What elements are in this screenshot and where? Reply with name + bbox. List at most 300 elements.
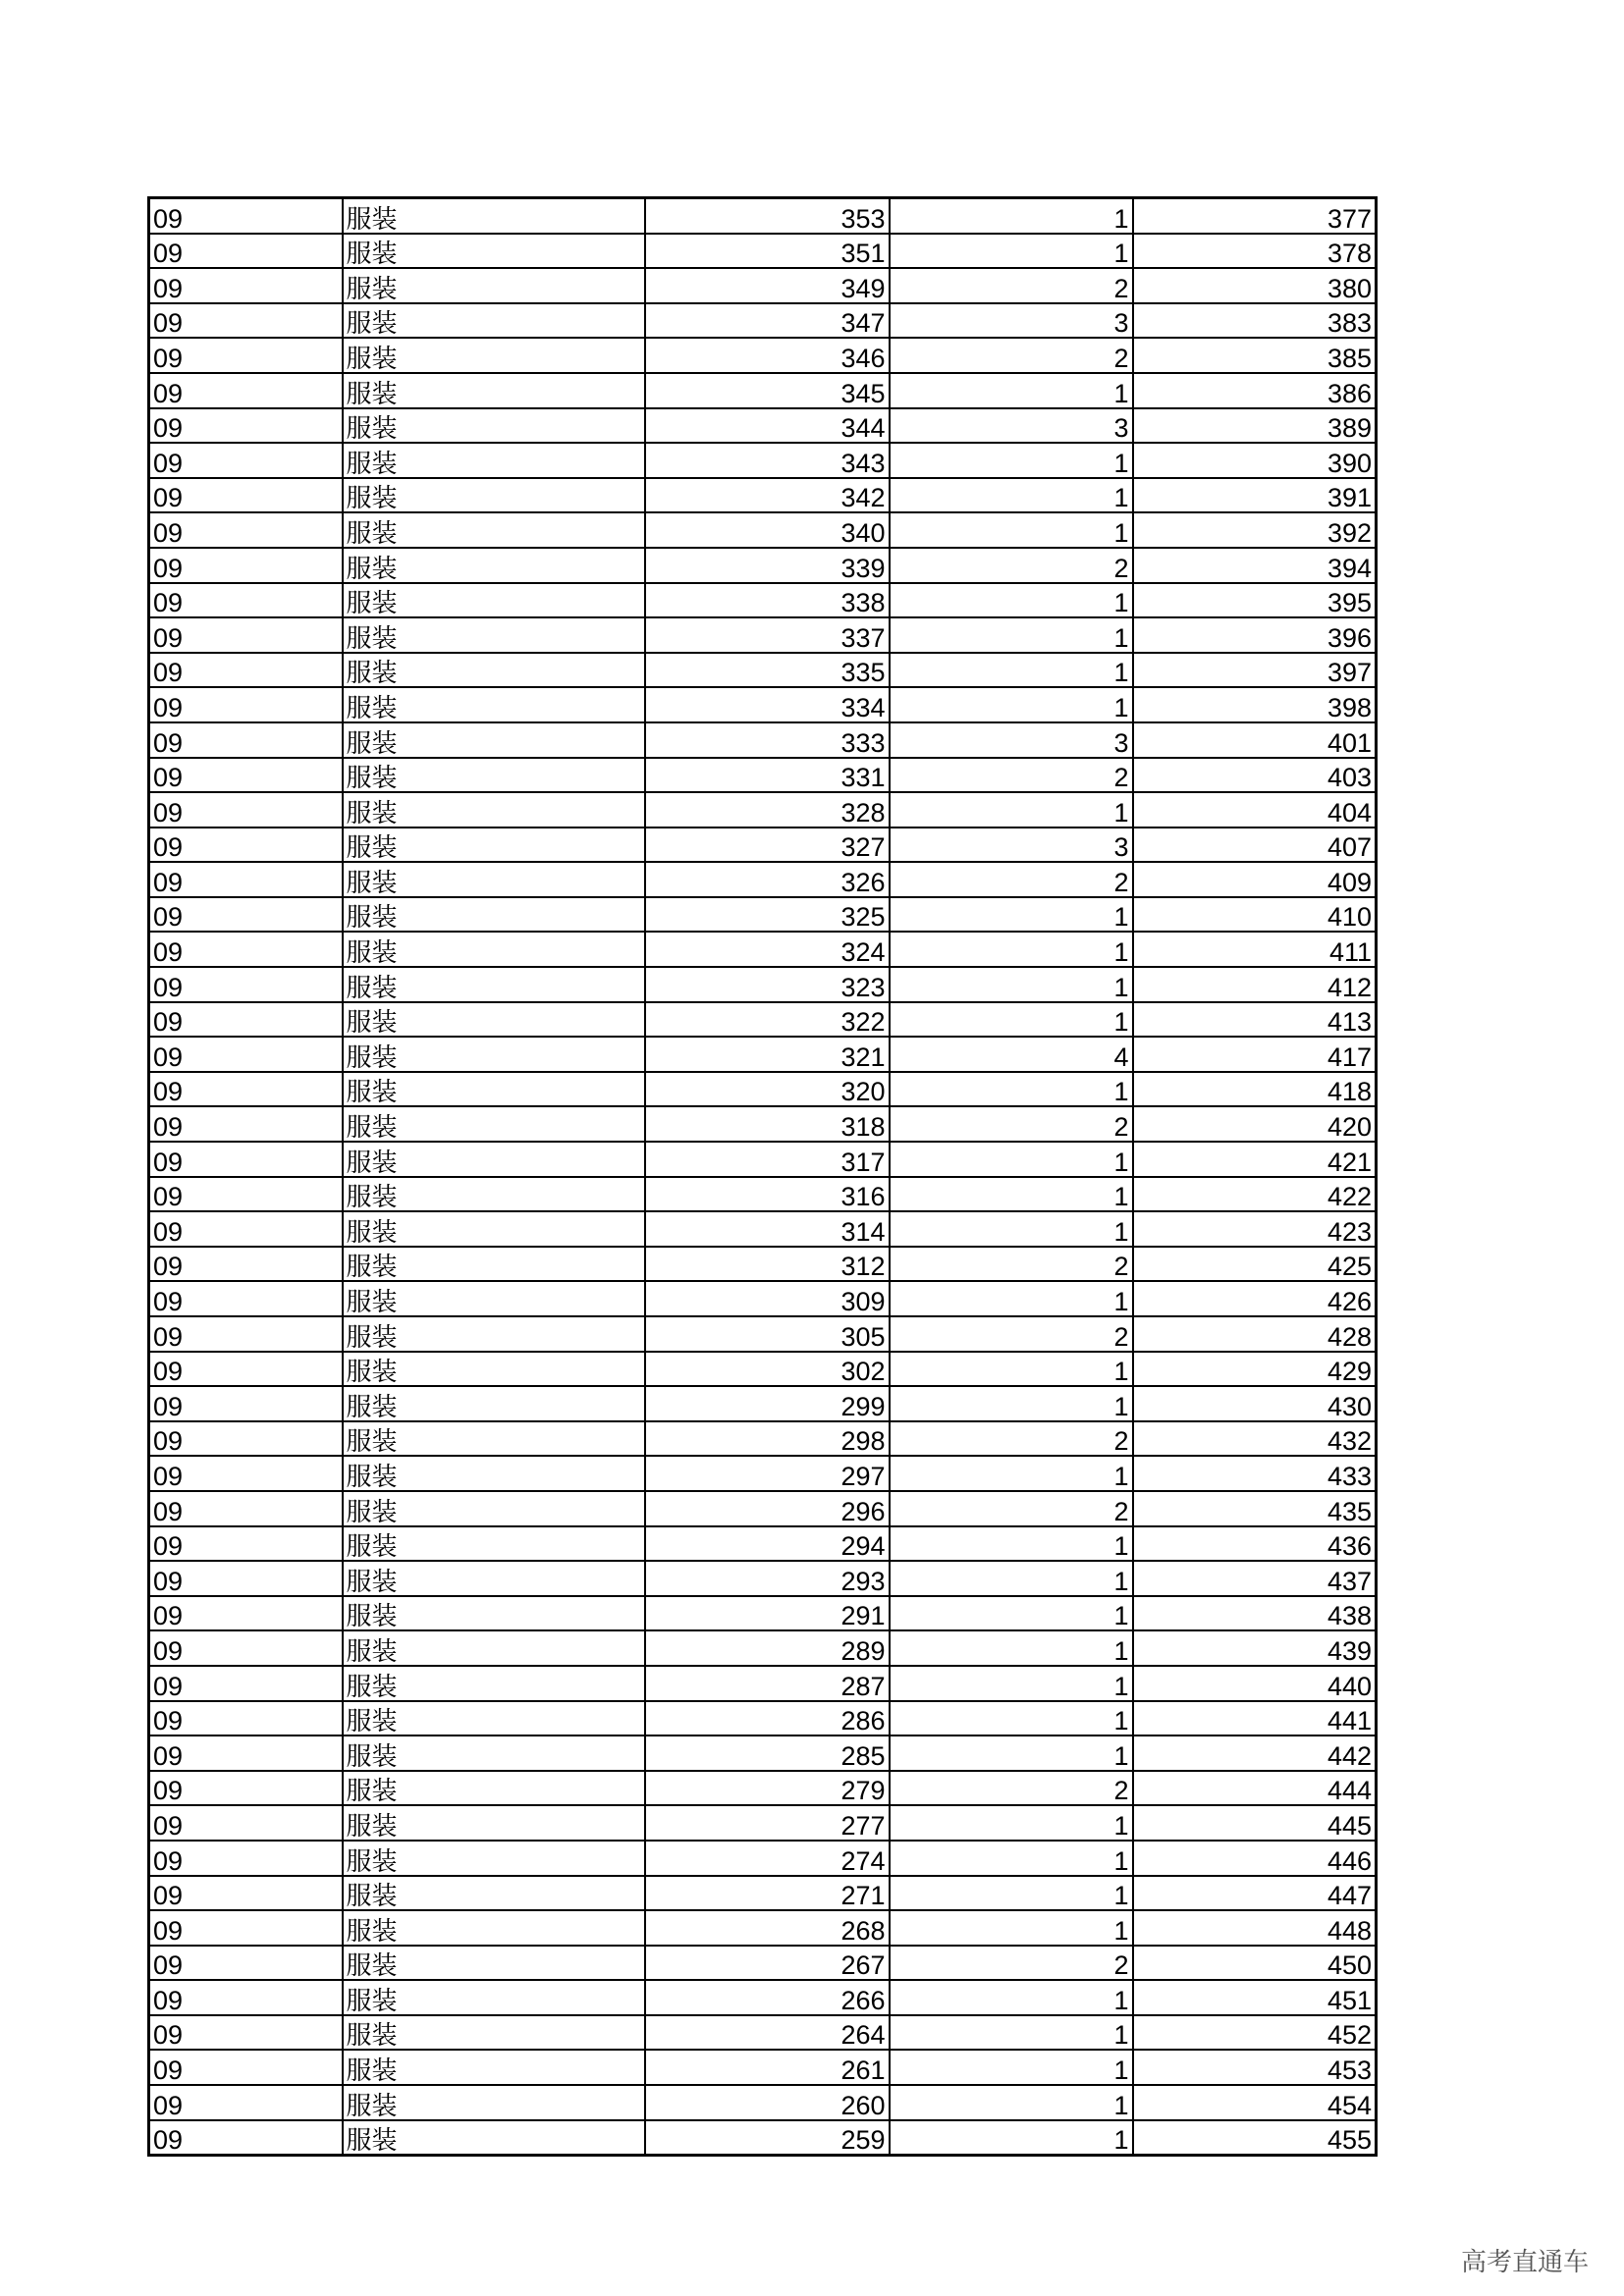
category-code-cell: 09	[149, 1876, 343, 1911]
category-name-cell: 服装	[343, 967, 645, 1002]
table-row	[149, 617, 1377, 653]
category-name-cell: 服装	[343, 1596, 645, 1631]
category-code-cell: 09	[149, 1666, 343, 1701]
cumulative-count-cell: 454	[1133, 2085, 1377, 2120]
cumulative-count-cell: 404	[1133, 792, 1377, 828]
score-cell: 353	[645, 198, 890, 234]
category-name-cell: 服装	[343, 1456, 645, 1491]
count-cell: 3	[890, 303, 1133, 339]
category-name-cell: 服装	[343, 2120, 645, 2156]
category-name-cell: 服装	[343, 897, 645, 933]
category-code-cell: 09	[149, 1910, 343, 1946]
category-code-cell: 09	[149, 687, 343, 722]
category-code-cell: 09	[149, 967, 343, 1002]
category-name-cell: 服装	[343, 1630, 645, 1666]
score-cell: 268	[645, 1910, 890, 1946]
table-row	[149, 932, 1377, 967]
cumulative-count-cell: 436	[1133, 1526, 1377, 1562]
category-code-cell: 09	[149, 1841, 343, 1876]
score-cell: 340	[645, 512, 890, 548]
table-row	[149, 722, 1377, 758]
cumulative-count-cell: 417	[1133, 1037, 1377, 1072]
category-name-cell: 服装	[343, 1771, 645, 1806]
table-row	[149, 478, 1377, 513]
category-code-cell: 09	[149, 653, 343, 688]
table-row	[149, 1386, 1377, 1421]
category-code-cell: 09	[149, 1002, 343, 1038]
category-code-cell: 09	[149, 1037, 343, 1072]
score-cell: 302	[645, 1352, 890, 1387]
cumulative-count-cell: 438	[1133, 1596, 1377, 1631]
count-cell: 1	[890, 234, 1133, 269]
table-row	[149, 303, 1377, 339]
score-cell: 279	[645, 1771, 890, 1806]
category-code-cell: 09	[149, 897, 343, 933]
category-name-cell: 服装	[343, 1211, 645, 1247]
table-row	[149, 198, 1377, 234]
table-row	[149, 268, 1377, 303]
score-cell: 331	[645, 758, 890, 793]
count-cell: 1	[890, 1910, 1133, 1946]
category-code-cell: 09	[149, 1386, 343, 1421]
table-row	[149, 1735, 1377, 1771]
count-cell: 2	[890, 1946, 1133, 1981]
cumulative-count-cell: 423	[1133, 1211, 1377, 1247]
category-code-cell: 09	[149, 1946, 343, 1981]
category-name-cell: 服装	[343, 268, 645, 303]
score-cell: 312	[645, 1247, 890, 1282]
cumulative-count-cell: 390	[1133, 443, 1377, 478]
category-code-cell: 09	[149, 198, 343, 234]
cumulative-count-cell: 394	[1133, 548, 1377, 583]
cumulative-count-cell: 440	[1133, 1666, 1377, 1701]
table-row	[149, 967, 1377, 1002]
category-name-cell: 服装	[343, 1735, 645, 1771]
category-name-cell: 服装	[343, 1421, 645, 1457]
category-code-cell: 09	[149, 303, 343, 339]
category-name-cell: 服装	[343, 443, 645, 478]
category-code-cell: 09	[149, 1735, 343, 1771]
score-cell: 323	[645, 967, 890, 1002]
table-row	[149, 1910, 1377, 1946]
category-code-cell: 09	[149, 1701, 343, 1736]
score-cell: 287	[645, 1666, 890, 1701]
count-cell: 1	[890, 1630, 1133, 1666]
count-cell: 1	[890, 1805, 1133, 1841]
cumulative-count-cell: 397	[1133, 653, 1377, 688]
count-cell: 1	[890, 2015, 1133, 2051]
cumulative-count-cell: 435	[1133, 1491, 1377, 1526]
count-cell: 1	[890, 2085, 1133, 2120]
category-name-cell: 服装	[343, 1037, 645, 1072]
table-row	[149, 1876, 1377, 1911]
category-name-cell: 服装	[343, 198, 645, 234]
count-cell: 1	[890, 1841, 1133, 1876]
score-cell: 264	[645, 2015, 890, 2051]
category-name-cell: 服装	[343, 234, 645, 269]
count-cell: 1	[890, 373, 1133, 408]
table-row	[149, 1771, 1377, 1806]
score-cell: 293	[645, 1561, 890, 1596]
table-row	[149, 373, 1377, 408]
score-cell: 337	[645, 617, 890, 653]
score-cell: 260	[645, 2085, 890, 2120]
count-cell: 1	[890, 2120, 1133, 2156]
category-code-cell: 09	[149, 478, 343, 513]
cumulative-count-cell: 450	[1133, 1946, 1377, 1981]
cumulative-count-cell: 413	[1133, 1002, 1377, 1038]
category-name-cell: 服装	[343, 1247, 645, 1282]
score-cell: 327	[645, 828, 890, 863]
cumulative-count-cell: 407	[1133, 828, 1377, 863]
category-code-cell: 09	[149, 1771, 343, 1806]
cumulative-count-cell: 395	[1133, 583, 1377, 618]
category-name-cell: 服装	[343, 1701, 645, 1736]
category-code-cell: 09	[149, 1177, 343, 1212]
count-cell: 2	[890, 548, 1133, 583]
table-row	[149, 1946, 1377, 1981]
count-cell: 1	[890, 687, 1133, 722]
table-row	[149, 234, 1377, 269]
category-code-cell: 09	[149, 1980, 343, 2015]
score-cell: 291	[645, 1596, 890, 1631]
count-cell: 3	[890, 828, 1133, 863]
score-cell: 343	[645, 443, 890, 478]
category-code-cell: 09	[149, 1561, 343, 1596]
category-code-cell: 09	[149, 1491, 343, 1526]
count-cell: 2	[890, 338, 1133, 373]
count-cell: 2	[890, 1771, 1133, 1806]
table-row	[149, 1980, 1377, 2015]
category-code-cell: 09	[149, 1106, 343, 1142]
table-row	[149, 1037, 1377, 1072]
cumulative-count-cell: 429	[1133, 1352, 1377, 1387]
table-row	[149, 1177, 1377, 1212]
cumulative-count-cell: 441	[1133, 1701, 1377, 1736]
score-cell: 351	[645, 234, 890, 269]
count-cell: 1	[890, 443, 1133, 478]
cumulative-count-cell: 396	[1133, 617, 1377, 653]
category-name-cell: 服装	[343, 1281, 645, 1316]
category-name-cell: 服装	[343, 2050, 645, 2085]
count-cell: 1	[890, 512, 1133, 548]
cumulative-count-cell: 428	[1133, 1316, 1377, 1352]
score-cell: 285	[645, 1735, 890, 1771]
category-name-cell: 服装	[343, 1946, 645, 1981]
table-row	[149, 443, 1377, 478]
count-cell: 2	[890, 862, 1133, 897]
category-code-cell: 09	[149, 758, 343, 793]
score-cell: 316	[645, 1177, 890, 1212]
count-cell: 4	[890, 1037, 1133, 1072]
cumulative-count-cell: 444	[1133, 1771, 1377, 1806]
score-cell: 344	[645, 408, 890, 444]
cumulative-count-cell: 421	[1133, 1142, 1377, 1177]
cumulative-count-cell: 433	[1133, 1456, 1377, 1491]
category-name-cell: 服装	[343, 478, 645, 513]
score-cell: 335	[645, 653, 890, 688]
category-name-cell: 服装	[343, 1316, 645, 1352]
cumulative-count-cell: 437	[1133, 1561, 1377, 1596]
table-row	[149, 792, 1377, 828]
category-name-cell: 服装	[343, 687, 645, 722]
count-cell: 1	[890, 617, 1133, 653]
score-cell: 299	[645, 1386, 890, 1421]
category-code-cell: 09	[149, 2050, 343, 2085]
category-code-cell: 09	[149, 1316, 343, 1352]
category-code-cell: 09	[149, 1596, 343, 1631]
table-row	[149, 1630, 1377, 1666]
category-code-cell: 09	[149, 268, 343, 303]
category-name-cell: 服装	[343, 1666, 645, 1701]
count-cell: 1	[890, 1526, 1133, 1562]
count-cell: 2	[890, 1106, 1133, 1142]
table-row	[149, 1701, 1377, 1736]
category-name-cell: 服装	[343, 1491, 645, 1526]
count-cell: 1	[890, 2050, 1133, 2085]
score-cell: 297	[645, 1456, 890, 1491]
category-name-cell: 服装	[343, 862, 645, 897]
category-name-cell: 服装	[343, 303, 645, 339]
cumulative-count-cell: 383	[1133, 303, 1377, 339]
category-code-cell: 09	[149, 2120, 343, 2156]
category-name-cell: 服装	[343, 338, 645, 373]
category-code-cell: 09	[149, 1072, 343, 1107]
category-code-cell: 09	[149, 792, 343, 828]
cumulative-count-cell: 403	[1133, 758, 1377, 793]
table-row	[149, 1281, 1377, 1316]
cumulative-count-cell: 392	[1133, 512, 1377, 548]
category-code-cell: 09	[149, 617, 343, 653]
category-code-cell: 09	[149, 1211, 343, 1247]
category-name-cell: 服装	[343, 2085, 645, 2120]
count-cell: 2	[890, 1247, 1133, 1282]
category-name-cell: 服装	[343, 722, 645, 758]
score-cell: 326	[645, 862, 890, 897]
category-name-cell: 服装	[343, 1910, 645, 1946]
table-row	[149, 1247, 1377, 1282]
score-cell: 324	[645, 932, 890, 967]
category-name-cell: 服装	[343, 1805, 645, 1841]
cumulative-count-cell: 377	[1133, 198, 1377, 234]
category-code-cell: 09	[149, 1805, 343, 1841]
count-cell: 1	[890, 1002, 1133, 1038]
category-name-cell: 服装	[343, 2015, 645, 2051]
cumulative-count-cell: 391	[1133, 478, 1377, 513]
category-name-cell: 服装	[343, 1072, 645, 1107]
score-cell: 333	[645, 722, 890, 758]
count-cell: 2	[890, 268, 1133, 303]
score-cell: 259	[645, 2120, 890, 2156]
count-cell: 1	[890, 1980, 1133, 2015]
count-cell: 1	[890, 932, 1133, 967]
cumulative-count-cell: 448	[1133, 1910, 1377, 1946]
category-name-cell: 服装	[343, 1386, 645, 1421]
score-cell: 294	[645, 1526, 890, 1562]
score-cell: 318	[645, 1106, 890, 1142]
count-cell: 3	[890, 722, 1133, 758]
table-row	[149, 1421, 1377, 1457]
table-row	[149, 1072, 1377, 1107]
cumulative-count-cell: 425	[1133, 1247, 1377, 1282]
score-cell: 289	[645, 1630, 890, 1666]
cumulative-count-cell: 451	[1133, 1980, 1377, 2015]
cumulative-count-cell: 432	[1133, 1421, 1377, 1457]
count-cell: 1	[890, 1876, 1133, 1911]
count-cell: 2	[890, 758, 1133, 793]
score-cell: 261	[645, 2050, 890, 2085]
score-cell: 321	[645, 1037, 890, 1072]
category-code-cell: 09	[149, 2015, 343, 2051]
table-row	[149, 897, 1377, 933]
score-cell: 339	[645, 548, 890, 583]
category-code-cell: 09	[149, 1281, 343, 1316]
category-name-cell: 服装	[343, 1002, 645, 1038]
category-code-cell: 09	[149, 1247, 343, 1282]
category-name-cell: 服装	[343, 617, 645, 653]
category-name-cell: 服装	[343, 408, 645, 444]
table-row	[149, 2015, 1377, 2051]
category-name-cell: 服装	[343, 583, 645, 618]
category-code-cell: 09	[149, 1526, 343, 1562]
table-row	[149, 1596, 1377, 1631]
table-row	[149, 1211, 1377, 1247]
score-cell: 267	[645, 1946, 890, 1981]
table-row	[149, 338, 1377, 373]
table-row	[149, 1526, 1377, 1562]
score-cell: 322	[645, 1002, 890, 1038]
category-code-cell: 09	[149, 583, 343, 618]
score-cell: 266	[645, 1980, 890, 2015]
category-code-cell: 09	[149, 234, 343, 269]
count-cell: 1	[890, 1142, 1133, 1177]
score-cell: 314	[645, 1211, 890, 1247]
count-cell: 1	[890, 1456, 1133, 1491]
table-row	[149, 1561, 1377, 1596]
cumulative-count-cell: 409	[1133, 862, 1377, 897]
category-code-cell: 09	[149, 862, 343, 897]
cumulative-count-cell: 401	[1133, 722, 1377, 758]
cumulative-count-cell: 420	[1133, 1106, 1377, 1142]
cumulative-count-cell: 447	[1133, 1876, 1377, 1911]
category-code-cell: 09	[149, 373, 343, 408]
cumulative-count-cell: 430	[1133, 1386, 1377, 1421]
count-cell: 1	[890, 1386, 1133, 1421]
count-cell: 1	[890, 1072, 1133, 1107]
score-cell: 286	[645, 1701, 890, 1736]
category-name-cell: 服装	[343, 792, 645, 828]
count-cell: 1	[890, 1701, 1133, 1736]
category-name-cell: 服装	[343, 1526, 645, 1562]
category-code-cell: 09	[149, 408, 343, 444]
count-cell: 1	[890, 1211, 1133, 1247]
score-cell: 305	[645, 1316, 890, 1352]
table-row	[149, 687, 1377, 722]
score-cell: 309	[645, 1281, 890, 1316]
score-cell: 347	[645, 303, 890, 339]
table-row	[149, 1841, 1377, 1876]
score-cell: 346	[645, 338, 890, 373]
watermark-text: 高考直通车	[1460, 2248, 1589, 2277]
score-cell: 274	[645, 1841, 890, 1876]
count-cell: 1	[890, 1735, 1133, 1771]
count-cell: 1	[890, 897, 1133, 933]
score-cell: 271	[645, 1876, 890, 1911]
category-code-cell: 09	[149, 512, 343, 548]
score-cell: 334	[645, 687, 890, 722]
cumulative-count-cell: 412	[1133, 967, 1377, 1002]
table-row	[149, 1106, 1377, 1142]
cumulative-count-cell: 398	[1133, 687, 1377, 722]
cumulative-count-cell: 455	[1133, 2120, 1377, 2156]
score-cell: 338	[645, 583, 890, 618]
category-name-cell: 服装	[343, 1352, 645, 1387]
cumulative-count-cell: 385	[1133, 338, 1377, 373]
cumulative-count-cell: 386	[1133, 373, 1377, 408]
table-row	[149, 583, 1377, 618]
cumulative-count-cell: 426	[1133, 1281, 1377, 1316]
cumulative-count-cell: 446	[1133, 1841, 1377, 1876]
score-table-body	[149, 198, 1377, 2156]
category-code-cell: 09	[149, 1142, 343, 1177]
category-name-cell: 服装	[343, 828, 645, 863]
table-row	[149, 862, 1377, 897]
score-table	[147, 196, 1378, 2157]
count-cell: 1	[890, 198, 1133, 234]
count-cell: 1	[890, 1561, 1133, 1596]
cumulative-count-cell: 418	[1133, 1072, 1377, 1107]
cumulative-count-cell: 411	[1133, 932, 1377, 967]
category-name-cell: 服装	[343, 1142, 645, 1177]
category-name-cell: 服装	[343, 1106, 645, 1142]
cumulative-count-cell: 445	[1133, 1805, 1377, 1841]
category-name-cell: 服装	[343, 1876, 645, 1911]
cumulative-count-cell: 389	[1133, 408, 1377, 444]
category-name-cell: 服装	[343, 653, 645, 688]
table-row	[149, 2050, 1377, 2085]
table-row	[149, 1456, 1377, 1491]
category-code-cell: 09	[149, 2085, 343, 2120]
category-name-cell: 服装	[343, 1561, 645, 1596]
count-cell: 1	[890, 1177, 1133, 1212]
category-code-cell: 09	[149, 932, 343, 967]
category-name-cell: 服装	[343, 1980, 645, 2015]
cumulative-count-cell: 442	[1133, 1735, 1377, 1771]
count-cell: 2	[890, 1421, 1133, 1457]
score-cell: 345	[645, 373, 890, 408]
score-cell: 277	[645, 1805, 890, 1841]
table-row	[149, 1805, 1377, 1841]
score-cell: 328	[645, 792, 890, 828]
table-row	[149, 548, 1377, 583]
score-cell: 325	[645, 897, 890, 933]
count-cell: 2	[890, 1491, 1133, 1526]
category-name-cell: 服装	[343, 373, 645, 408]
category-name-cell: 服装	[343, 758, 645, 793]
cumulative-count-cell: 422	[1133, 1177, 1377, 1212]
cumulative-count-cell: 452	[1133, 2015, 1377, 2051]
count-cell: 1	[890, 1596, 1133, 1631]
table-row	[149, 1352, 1377, 1387]
cumulative-count-cell: 410	[1133, 897, 1377, 933]
count-cell: 1	[890, 1352, 1133, 1387]
table-row	[149, 653, 1377, 688]
table-row	[149, 2120, 1377, 2156]
score-cell: 342	[645, 478, 890, 513]
category-name-cell: 服装	[343, 548, 645, 583]
count-cell: 1	[890, 653, 1133, 688]
category-code-cell: 09	[149, 1421, 343, 1457]
